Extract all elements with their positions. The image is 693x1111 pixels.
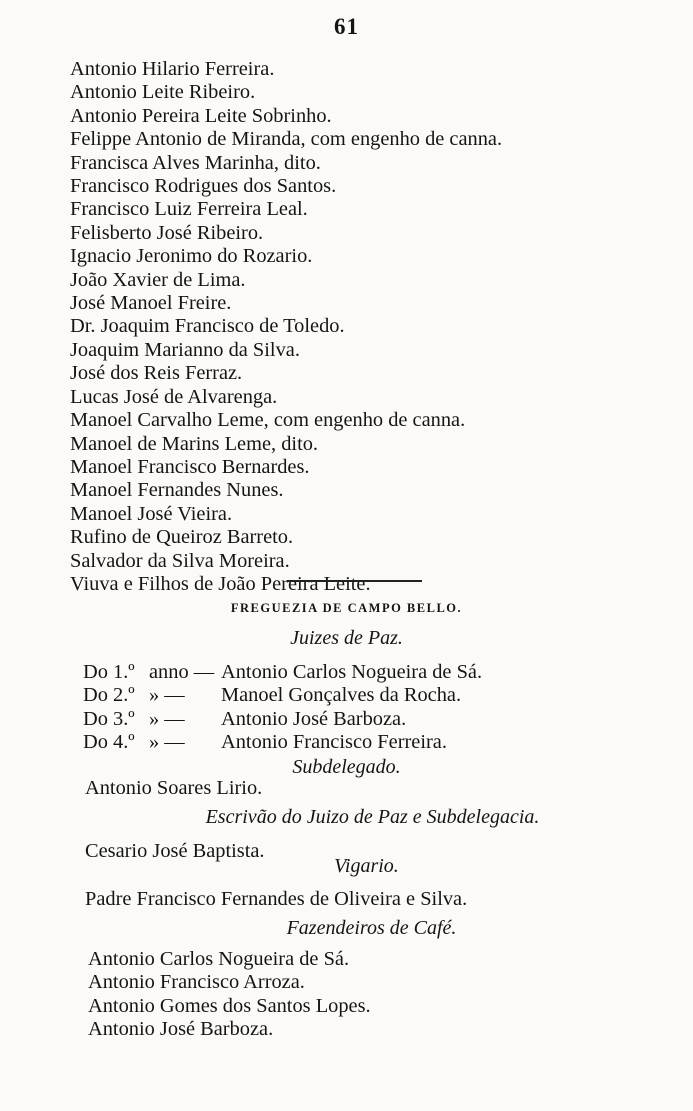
- vigario-name: Padre Francisco Fernandes de Oliveira e Silva.: [85, 888, 468, 910]
- subdelegado-name: Antonio Soares Lirio.: [85, 777, 263, 799]
- vigario-heading: Vigario.: [334, 855, 399, 877]
- list-item: Antonio Leite Ribeiro.: [70, 81, 256, 104]
- coffee-farmers-list: [88, 948, 648, 1042]
- escrivao-heading: Escrivão do Juizo de Paz e Subdelegacia.: [205, 806, 540, 828]
- names-list: [70, 58, 670, 596]
- judge-row: [83, 684, 643, 707]
- judge-anno: » —: [149, 707, 185, 730]
- section-title: FREGUEZIA DE CAMPO BELLO.: [230, 601, 463, 615]
- list-item: Antonio José Barboza.: [88, 1018, 274, 1041]
- list-item: Manoel de Marins Leme, dito.: [70, 432, 319, 455]
- list-item: Antonio Francisco Arroza.: [88, 971, 305, 994]
- judge-name: Antonio Francisco Ferreira.: [221, 731, 447, 754]
- subdelegado-heading: Subdelegado.: [292, 756, 401, 778]
- judge-row: [83, 708, 643, 731]
- judge-ordinal: Do 4.º: [83, 731, 135, 754]
- judges-heading: Juizes de Paz.: [290, 627, 403, 649]
- judge-anno: anno —: [149, 661, 215, 683]
- list-item: Joaquim Marianno da Silva.: [70, 338, 300, 361]
- judge-anno: » —: [149, 731, 185, 754]
- list-item: Antonio Carlos Nogueira de Sá.: [88, 948, 350, 970]
- judge-anno: » —: [149, 684, 185, 707]
- judge-name: Antonio Carlos Nogueira de Sá.: [221, 661, 483, 683]
- judge-row: [83, 731, 643, 754]
- list-item: Lucas José de Alvarenga.: [70, 385, 278, 408]
- judge-ordinal: Do 1.º: [83, 661, 135, 683]
- list-item: Francisco Rodrigues dos Santos.: [70, 175, 337, 198]
- list-item: Felippe Antonio de Miranda, com engenho de canna.: [70, 128, 503, 151]
- judge-name: Manoel Gonçalves da Rocha.: [221, 684, 462, 707]
- list-item: João Xavier de Lima.: [70, 268, 246, 291]
- page-number: 61: [334, 14, 359, 39]
- section-divider: [287, 580, 422, 582]
- list-item: Manoel Francisco Bernardes.: [70, 455, 310, 478]
- list-item: José dos Reis Ferraz.: [70, 362, 243, 385]
- judge-ordinal: Do 2.º: [83, 684, 135, 707]
- list-item: Ignacio Jeronimo do Rozario.: [70, 245, 313, 268]
- list-item: Manoel José Vieira.: [70, 502, 233, 525]
- judge-name: Antonio José Barboza.: [221, 707, 407, 730]
- list-item: Antonio Gomes dos Santos Lopes.: [88, 994, 371, 1017]
- list-item: Francisca Alves Marinha, dito.: [70, 151, 321, 174]
- list-item: Manoel Fernandes Nunes.: [70, 479, 284, 502]
- list-item: Felisberto José Ribeiro.: [70, 221, 264, 244]
- coffee-heading: Fazendeiros de Café.: [286, 917, 457, 939]
- judge-row: [83, 661, 643, 684]
- list-item: Antonio Hilario Ferreira.: [70, 58, 275, 80]
- list-item: Manoel Carvalho Leme, com engenho de canna.: [70, 409, 466, 432]
- list-item: Francisco Luiz Ferreira Leal.: [70, 198, 308, 221]
- list-item: Salvador da Silva Moreira.: [70, 549, 290, 572]
- escrivao-name: Cesario José Baptista.: [85, 840, 265, 862]
- judge-ordinal: Do 3.º: [83, 707, 135, 730]
- list-item: José Manoel Freire.: [70, 292, 232, 315]
- list-item: Rufino de Queiroz Barreto.: [70, 526, 294, 549]
- list-item: Antonio Pereira Leite Sobrinho.: [70, 104, 332, 127]
- judges-list: [83, 661, 643, 755]
- list-item: Viuva e Filhos de João Pereira Leite.: [70, 572, 371, 595]
- list-item: Dr. Joaquim Francisco de Toledo.: [70, 315, 345, 338]
